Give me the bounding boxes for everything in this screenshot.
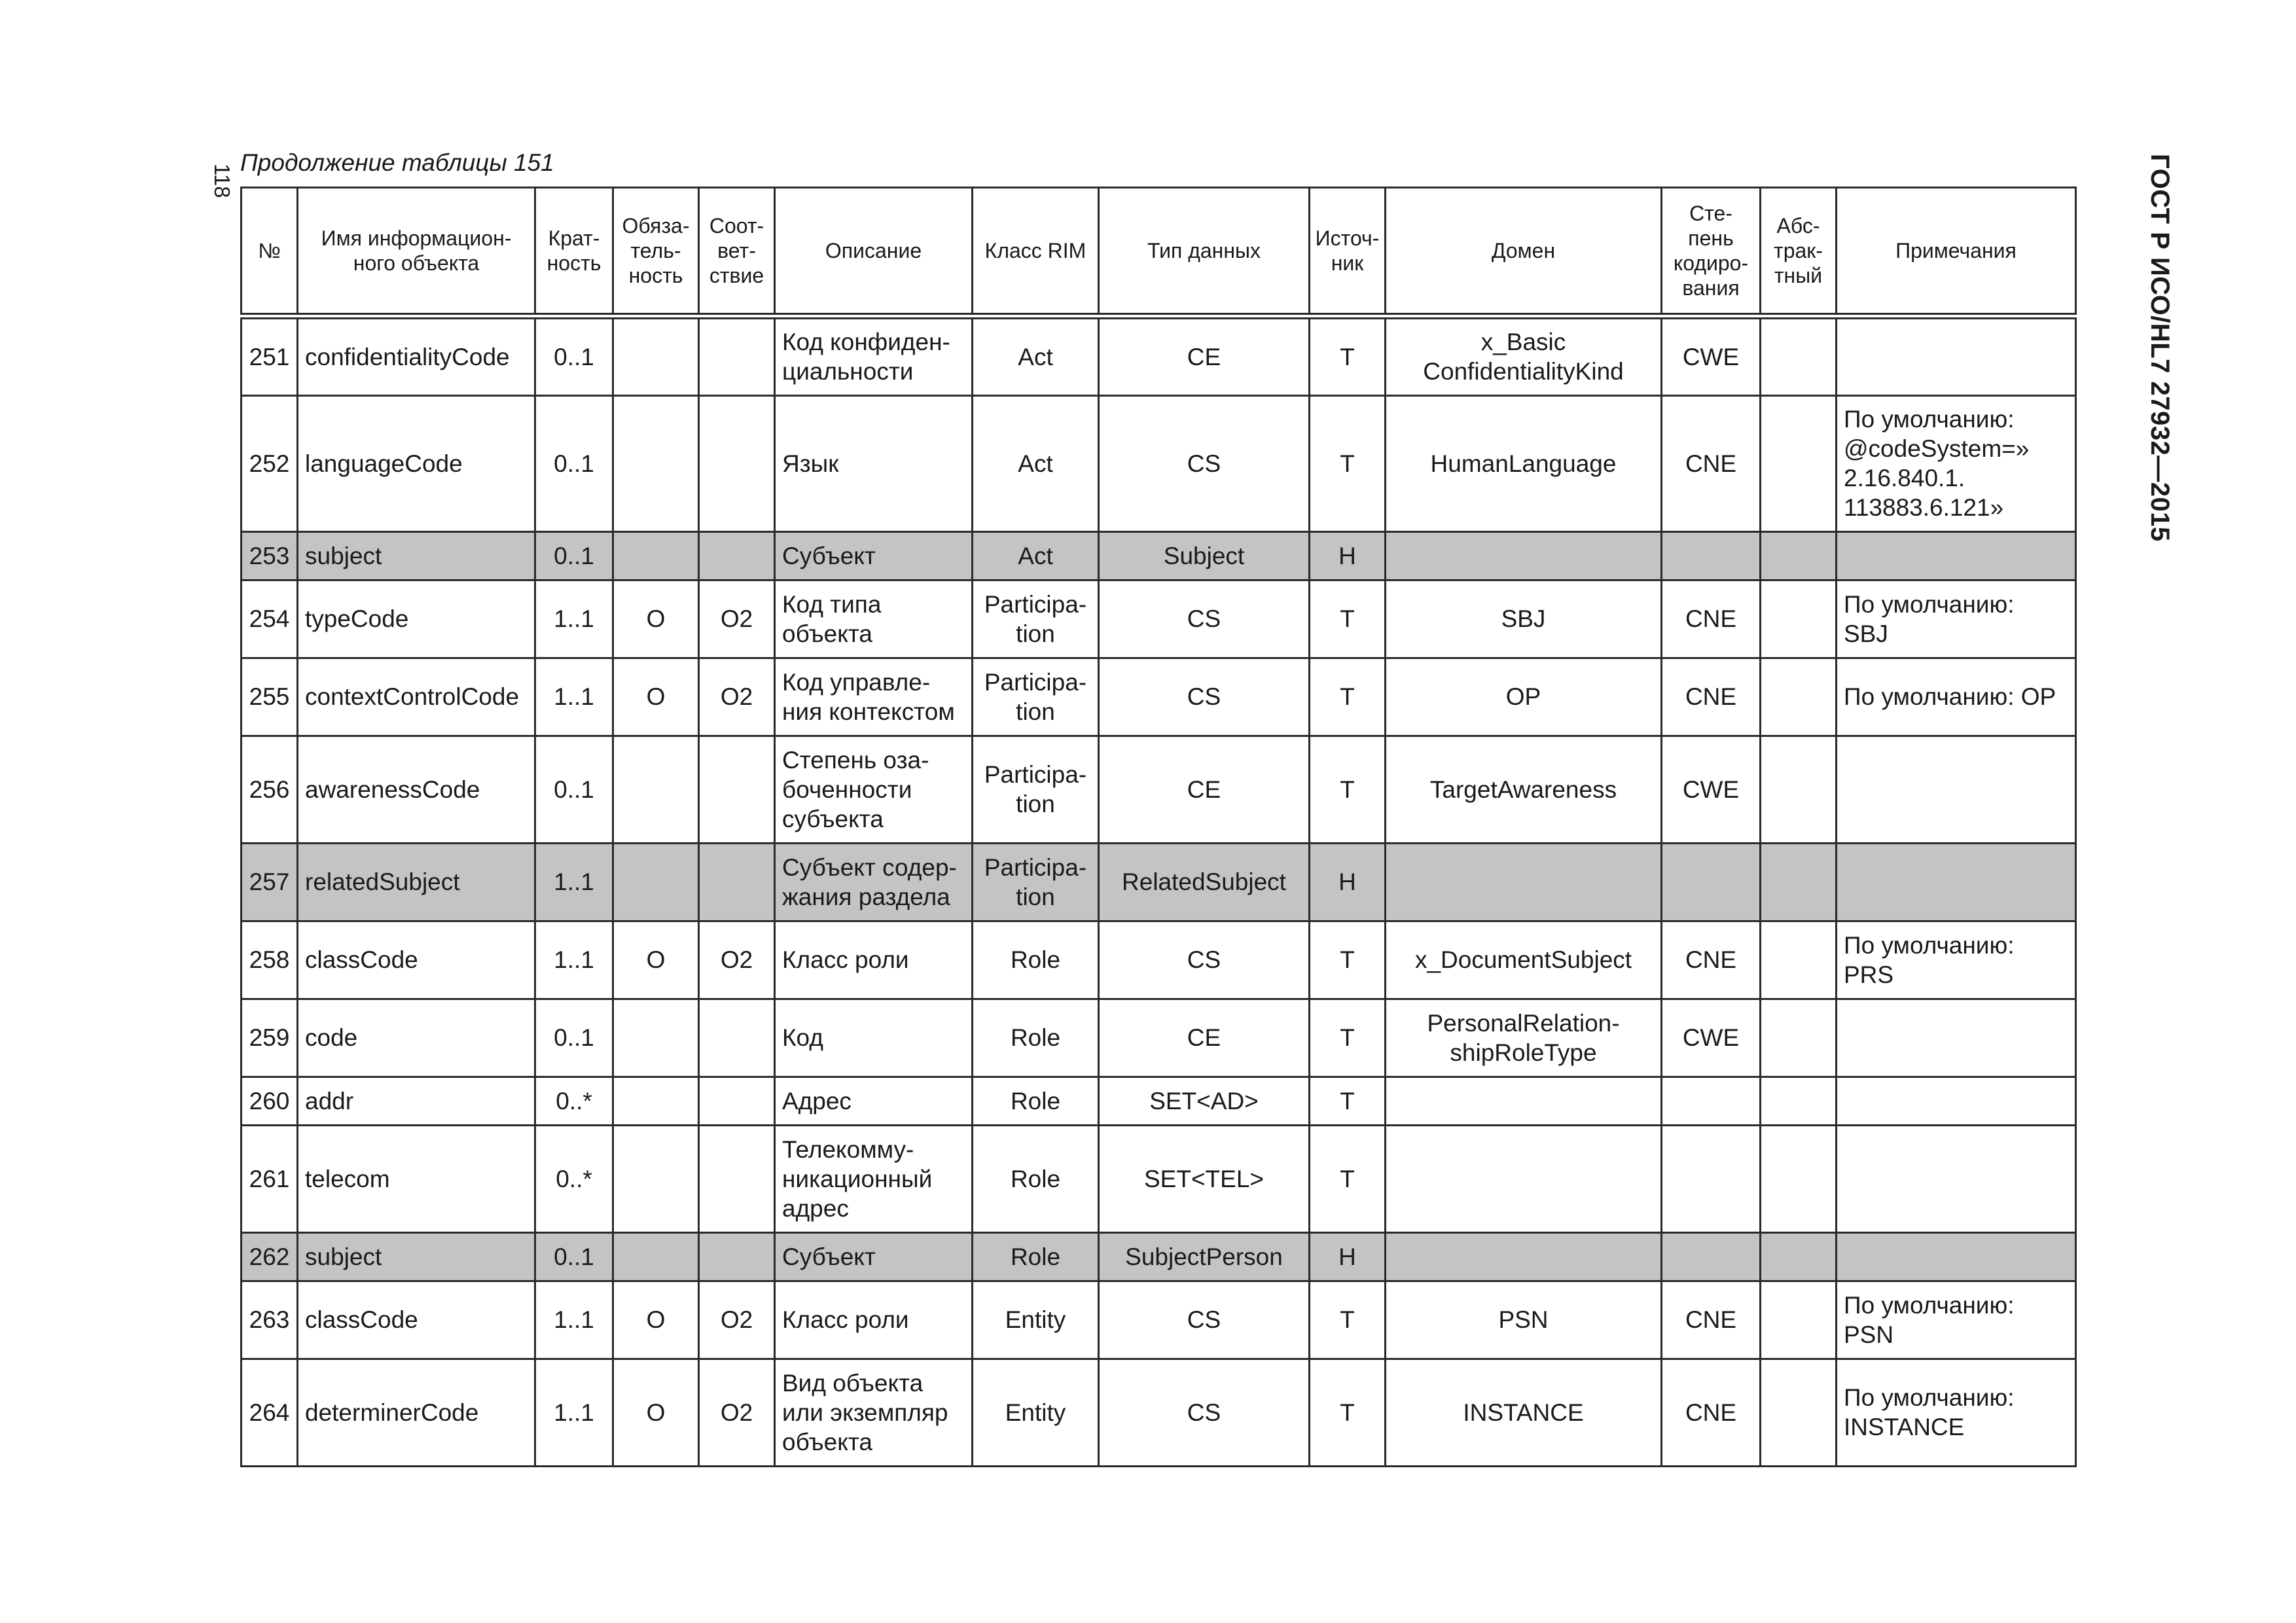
table-row bbox=[242, 395, 2076, 531]
cell-conformance: O2 bbox=[699, 1281, 775, 1359]
cell-conformance bbox=[699, 531, 775, 580]
header-data-type: Тип данных bbox=[1099, 188, 1310, 317]
cell-notes: По умолчанию: PRS bbox=[1837, 921, 2076, 999]
cell-coding-strength: CWE bbox=[1662, 999, 1761, 1077]
table-row bbox=[242, 580, 2076, 658]
cell-object-name: classCode bbox=[298, 1281, 535, 1359]
cell-object-name: subject bbox=[298, 1232, 535, 1281]
cell-coding-strength: CNE bbox=[1662, 1359, 1761, 1466]
cell-data-type: SET<AD> bbox=[1099, 1077, 1310, 1125]
cell-source: H bbox=[1310, 843, 1386, 921]
table-row bbox=[242, 843, 2076, 921]
table-body bbox=[242, 316, 2076, 1466]
table-header-row bbox=[242, 188, 2076, 317]
cell-abstract bbox=[1761, 1077, 1837, 1125]
cell-mandatory bbox=[613, 316, 699, 395]
cell-number: 254 bbox=[242, 580, 298, 658]
cell-description: Класс роли bbox=[775, 1281, 973, 1359]
cell-rim-class: Participa- tion bbox=[973, 658, 1099, 736]
cell-object-name: awarenessCode bbox=[298, 736, 535, 843]
table-row bbox=[242, 531, 2076, 580]
cell-source: T bbox=[1310, 736, 1386, 843]
cell-source: T bbox=[1310, 921, 1386, 999]
cell-number: 257 bbox=[242, 843, 298, 921]
cell-source: T bbox=[1310, 580, 1386, 658]
cell-conformance bbox=[699, 999, 775, 1077]
table-row bbox=[242, 999, 2076, 1077]
cell-mandatory: O bbox=[613, 1281, 699, 1359]
cell-abstract bbox=[1761, 999, 1837, 1077]
cell-notes bbox=[1837, 316, 2076, 395]
cell-description: Код типа объекта bbox=[775, 580, 973, 658]
cell-abstract bbox=[1761, 1232, 1837, 1281]
cell-description: Субъект содер- жания раздела bbox=[775, 843, 973, 921]
cell-cardinality: 0..1 bbox=[535, 736, 613, 843]
cell-conformance bbox=[699, 1077, 775, 1125]
cell-coding-strength: CWE bbox=[1662, 736, 1761, 843]
cell-domain bbox=[1386, 843, 1662, 921]
cell-description: Класс роли bbox=[775, 921, 973, 999]
cell-abstract bbox=[1761, 1281, 1837, 1359]
cell-object-name: determinerCode bbox=[298, 1359, 535, 1466]
cell-abstract bbox=[1761, 395, 1837, 531]
cell-domain: x_DocumentSubject bbox=[1386, 921, 1662, 999]
cell-domain: SBJ bbox=[1386, 580, 1662, 658]
cell-rim-class: Act bbox=[973, 316, 1099, 395]
cell-object-name: contextControlCode bbox=[298, 658, 535, 736]
cell-number: 255 bbox=[242, 658, 298, 736]
cell-coding-strength bbox=[1662, 1232, 1761, 1281]
cell-coding-strength bbox=[1662, 843, 1761, 921]
cell-abstract bbox=[1761, 531, 1837, 580]
cell-domain: PSN bbox=[1386, 1281, 1662, 1359]
cell-source: T bbox=[1310, 999, 1386, 1077]
table-row bbox=[242, 1232, 2076, 1281]
cell-coding-strength: CNE bbox=[1662, 580, 1761, 658]
cell-data-type: CS bbox=[1099, 1359, 1310, 1466]
header-description: Описание bbox=[775, 188, 973, 317]
cell-mandatory bbox=[613, 395, 699, 531]
cell-description: Код управле- ния контекстом bbox=[775, 658, 973, 736]
cell-notes bbox=[1837, 1077, 2076, 1125]
cell-mandatory bbox=[613, 1125, 699, 1232]
cell-abstract bbox=[1761, 316, 1837, 395]
header-number: № bbox=[242, 188, 298, 317]
cell-notes bbox=[1837, 736, 2076, 843]
cell-source: H bbox=[1310, 1232, 1386, 1281]
cell-rim-class: Entity bbox=[973, 1281, 1099, 1359]
cell-rim-class: Role bbox=[973, 921, 1099, 999]
cell-object-name: typeCode bbox=[298, 580, 535, 658]
cell-number: 262 bbox=[242, 1232, 298, 1281]
cell-cardinality: 1..1 bbox=[535, 658, 613, 736]
page-number: 118 bbox=[210, 164, 234, 198]
cell-source: T bbox=[1310, 316, 1386, 395]
cell-coding-strength: CNE bbox=[1662, 658, 1761, 736]
table-row bbox=[242, 1125, 2076, 1232]
cell-cardinality: 0..1 bbox=[535, 1232, 613, 1281]
cell-conformance: O2 bbox=[699, 921, 775, 999]
cell-abstract bbox=[1761, 736, 1837, 843]
cell-object-name: code bbox=[298, 999, 535, 1077]
cell-data-type: SubjectPerson bbox=[1099, 1232, 1310, 1281]
cell-number: 256 bbox=[242, 736, 298, 843]
table-row bbox=[242, 316, 2076, 395]
cell-number: 260 bbox=[242, 1077, 298, 1125]
cell-description: Субъект bbox=[775, 531, 973, 580]
cell-notes: По умолчанию: @codeSystem=» 2.16.840.1. 113883.6.121» bbox=[1837, 395, 2076, 531]
cell-coding-strength: CNE bbox=[1662, 1281, 1761, 1359]
cell-mandatory: O bbox=[613, 580, 699, 658]
cell-source: H bbox=[1310, 531, 1386, 580]
cell-domain: HumanLanguage bbox=[1386, 395, 1662, 531]
cell-number: 263 bbox=[242, 1281, 298, 1359]
cell-description: Адрес bbox=[775, 1077, 973, 1125]
cell-data-type: CS bbox=[1099, 580, 1310, 658]
cell-conformance bbox=[699, 1125, 775, 1232]
cell-abstract bbox=[1761, 1125, 1837, 1232]
cell-object-name: relatedSubject bbox=[298, 843, 535, 921]
cell-rim-class: Participa- tion bbox=[973, 843, 1099, 921]
cell-cardinality: 0..1 bbox=[535, 531, 613, 580]
cell-number: 258 bbox=[242, 921, 298, 999]
cell-source: T bbox=[1310, 1359, 1386, 1466]
cell-cardinality: 0..* bbox=[535, 1077, 613, 1125]
cell-conformance: O2 bbox=[699, 580, 775, 658]
cell-cardinality: 1..1 bbox=[535, 1359, 613, 1466]
cell-coding-strength bbox=[1662, 1125, 1761, 1232]
cell-data-type: CE bbox=[1099, 316, 1310, 395]
cell-conformance bbox=[699, 1232, 775, 1281]
cell-data-type: RelatedSubject bbox=[1099, 843, 1310, 921]
cell-rim-class: Participa- tion bbox=[973, 736, 1099, 843]
header-coding-strength: Сте- пень кодиро- вания bbox=[1662, 188, 1761, 317]
cell-cardinality: 1..1 bbox=[535, 843, 613, 921]
cell-conformance bbox=[699, 395, 775, 531]
cell-notes bbox=[1837, 1125, 2076, 1232]
cell-notes bbox=[1837, 999, 2076, 1077]
cell-rim-class: Role bbox=[973, 1232, 1099, 1281]
cell-number: 261 bbox=[242, 1125, 298, 1232]
cell-domain: TargetAwareness bbox=[1386, 736, 1662, 843]
cell-object-name: telecom bbox=[298, 1125, 535, 1232]
cell-domain: PersonalRelation- shipRoleType bbox=[1386, 999, 1662, 1077]
cell-rim-class: Role bbox=[973, 999, 1099, 1077]
cell-abstract bbox=[1761, 921, 1837, 999]
cell-coding-strength: CNE bbox=[1662, 395, 1761, 531]
cell-description: Вид объекта или экземпляр объекта bbox=[775, 1359, 973, 1466]
table-row bbox=[242, 1359, 2076, 1466]
cell-mandatory bbox=[613, 1232, 699, 1281]
cell-cardinality: 1..1 bbox=[535, 1281, 613, 1359]
header-cardinality: Крат- ность bbox=[535, 188, 613, 317]
cell-cardinality: 1..1 bbox=[535, 921, 613, 999]
cell-rim-class: Act bbox=[973, 531, 1099, 580]
cell-rim-class: Act bbox=[973, 395, 1099, 531]
cell-rim-class: Participa- tion bbox=[973, 580, 1099, 658]
cell-conformance bbox=[699, 316, 775, 395]
cell-abstract bbox=[1761, 1359, 1837, 1466]
cell-conformance bbox=[699, 736, 775, 843]
header-conformance: Соот- вет- ствие bbox=[699, 188, 775, 317]
data-table bbox=[240, 187, 2077, 1467]
cell-data-type: CS bbox=[1099, 658, 1310, 736]
cell-notes: По умолчанию: PSN bbox=[1837, 1281, 2076, 1359]
cell-mandatory bbox=[613, 843, 699, 921]
header-domain: Домен bbox=[1386, 188, 1662, 317]
table-row bbox=[242, 1281, 2076, 1359]
cell-mandatory: O bbox=[613, 658, 699, 736]
document-title: ГОСТ Р ИСО/HL7 27932—2015 bbox=[2145, 154, 2174, 542]
cell-cardinality: 0..1 bbox=[535, 999, 613, 1077]
cell-object-name: classCode bbox=[298, 921, 535, 999]
cell-abstract bbox=[1761, 658, 1837, 736]
cell-abstract bbox=[1761, 843, 1837, 921]
cell-number: 264 bbox=[242, 1359, 298, 1466]
cell-data-type: SET<TEL> bbox=[1099, 1125, 1310, 1232]
cell-source: T bbox=[1310, 1281, 1386, 1359]
cell-number: 253 bbox=[242, 531, 298, 580]
cell-data-type: CS bbox=[1099, 921, 1310, 999]
header-abstract: Абс- трак- тный bbox=[1761, 188, 1837, 317]
table-caption: Продолжение таблицы 151 bbox=[240, 149, 554, 176]
cell-rim-class: Role bbox=[973, 1125, 1099, 1232]
cell-source: T bbox=[1310, 395, 1386, 531]
cell-cardinality: 0..1 bbox=[535, 395, 613, 531]
cell-object-name: addr bbox=[298, 1077, 535, 1125]
cell-notes bbox=[1837, 843, 2076, 921]
cell-coding-strength bbox=[1662, 531, 1761, 580]
cell-domain bbox=[1386, 1232, 1662, 1281]
cell-source: T bbox=[1310, 1125, 1386, 1232]
cell-notes bbox=[1837, 1232, 2076, 1281]
cell-data-type: CS bbox=[1099, 395, 1310, 531]
table-row bbox=[242, 921, 2076, 999]
cell-mandatory bbox=[613, 736, 699, 843]
cell-notes: По умолчанию: SBJ bbox=[1837, 580, 2076, 658]
cell-notes: По умолчанию: INSTANCE bbox=[1837, 1359, 2076, 1466]
cell-description: Телекомму- никационный адрес bbox=[775, 1125, 973, 1232]
cell-abstract bbox=[1761, 580, 1837, 658]
cell-mandatory bbox=[613, 1077, 699, 1125]
cell-coding-strength bbox=[1662, 1077, 1761, 1125]
cell-notes: По умолчанию: OP bbox=[1837, 658, 2076, 736]
cell-description: Язык bbox=[775, 395, 973, 531]
cell-description: Код конфиден- циальности bbox=[775, 316, 973, 395]
cell-rim-class: Entity bbox=[973, 1359, 1099, 1466]
cell-description: Код bbox=[775, 999, 973, 1077]
cell-number: 259 bbox=[242, 999, 298, 1077]
cell-data-type: CS bbox=[1099, 1281, 1310, 1359]
cell-rim-class: Role bbox=[973, 1077, 1099, 1125]
cell-cardinality: 0..1 bbox=[535, 316, 613, 395]
header-notes: Примечания bbox=[1837, 188, 2076, 317]
cell-mandatory: O bbox=[613, 921, 699, 999]
cell-conformance: O2 bbox=[699, 1359, 775, 1466]
header-mandatory: Обяза- тель- ность bbox=[613, 188, 699, 317]
table-row bbox=[242, 1077, 2076, 1125]
cell-mandatory: O bbox=[613, 1359, 699, 1466]
cell-domain bbox=[1386, 531, 1662, 580]
cell-object-name: languageCode bbox=[298, 395, 535, 531]
cell-description: Субъект bbox=[775, 1232, 973, 1281]
header-source: Источ- ник bbox=[1310, 188, 1386, 317]
cell-data-type: Subject bbox=[1099, 531, 1310, 580]
cell-domain: x_Basic ConfidentialityKind bbox=[1386, 316, 1662, 395]
cell-description: Степень оза- боченности субъекта bbox=[775, 736, 973, 843]
table-row bbox=[242, 658, 2076, 736]
cell-source: T bbox=[1310, 1077, 1386, 1125]
cell-number: 252 bbox=[242, 395, 298, 531]
cell-mandatory bbox=[613, 531, 699, 580]
cell-conformance bbox=[699, 843, 775, 921]
cell-data-type: CE bbox=[1099, 736, 1310, 843]
cell-domain: INSTANCE bbox=[1386, 1359, 1662, 1466]
cell-domain bbox=[1386, 1125, 1662, 1232]
cell-cardinality: 1..1 bbox=[535, 580, 613, 658]
cell-number: 251 bbox=[242, 316, 298, 395]
cell-object-name: confidentialityCode bbox=[298, 316, 535, 395]
cell-source: T bbox=[1310, 658, 1386, 736]
cell-notes bbox=[1837, 531, 2076, 580]
header-rim-class: Класс RIM bbox=[973, 188, 1099, 317]
cell-coding-strength: CNE bbox=[1662, 921, 1761, 999]
table-row bbox=[242, 736, 2076, 843]
cell-cardinality: 0..* bbox=[535, 1125, 613, 1232]
cell-mandatory bbox=[613, 999, 699, 1077]
cell-domain bbox=[1386, 1077, 1662, 1125]
cell-object-name: subject bbox=[298, 531, 535, 580]
cell-coding-strength: CWE bbox=[1662, 316, 1761, 395]
cell-conformance: O2 bbox=[699, 658, 775, 736]
cell-data-type: CE bbox=[1099, 999, 1310, 1077]
cell-domain: OP bbox=[1386, 658, 1662, 736]
document-title-margin bbox=[2135, 154, 2174, 560]
header-object-name: Имя информацион- ного объекта bbox=[298, 188, 535, 317]
